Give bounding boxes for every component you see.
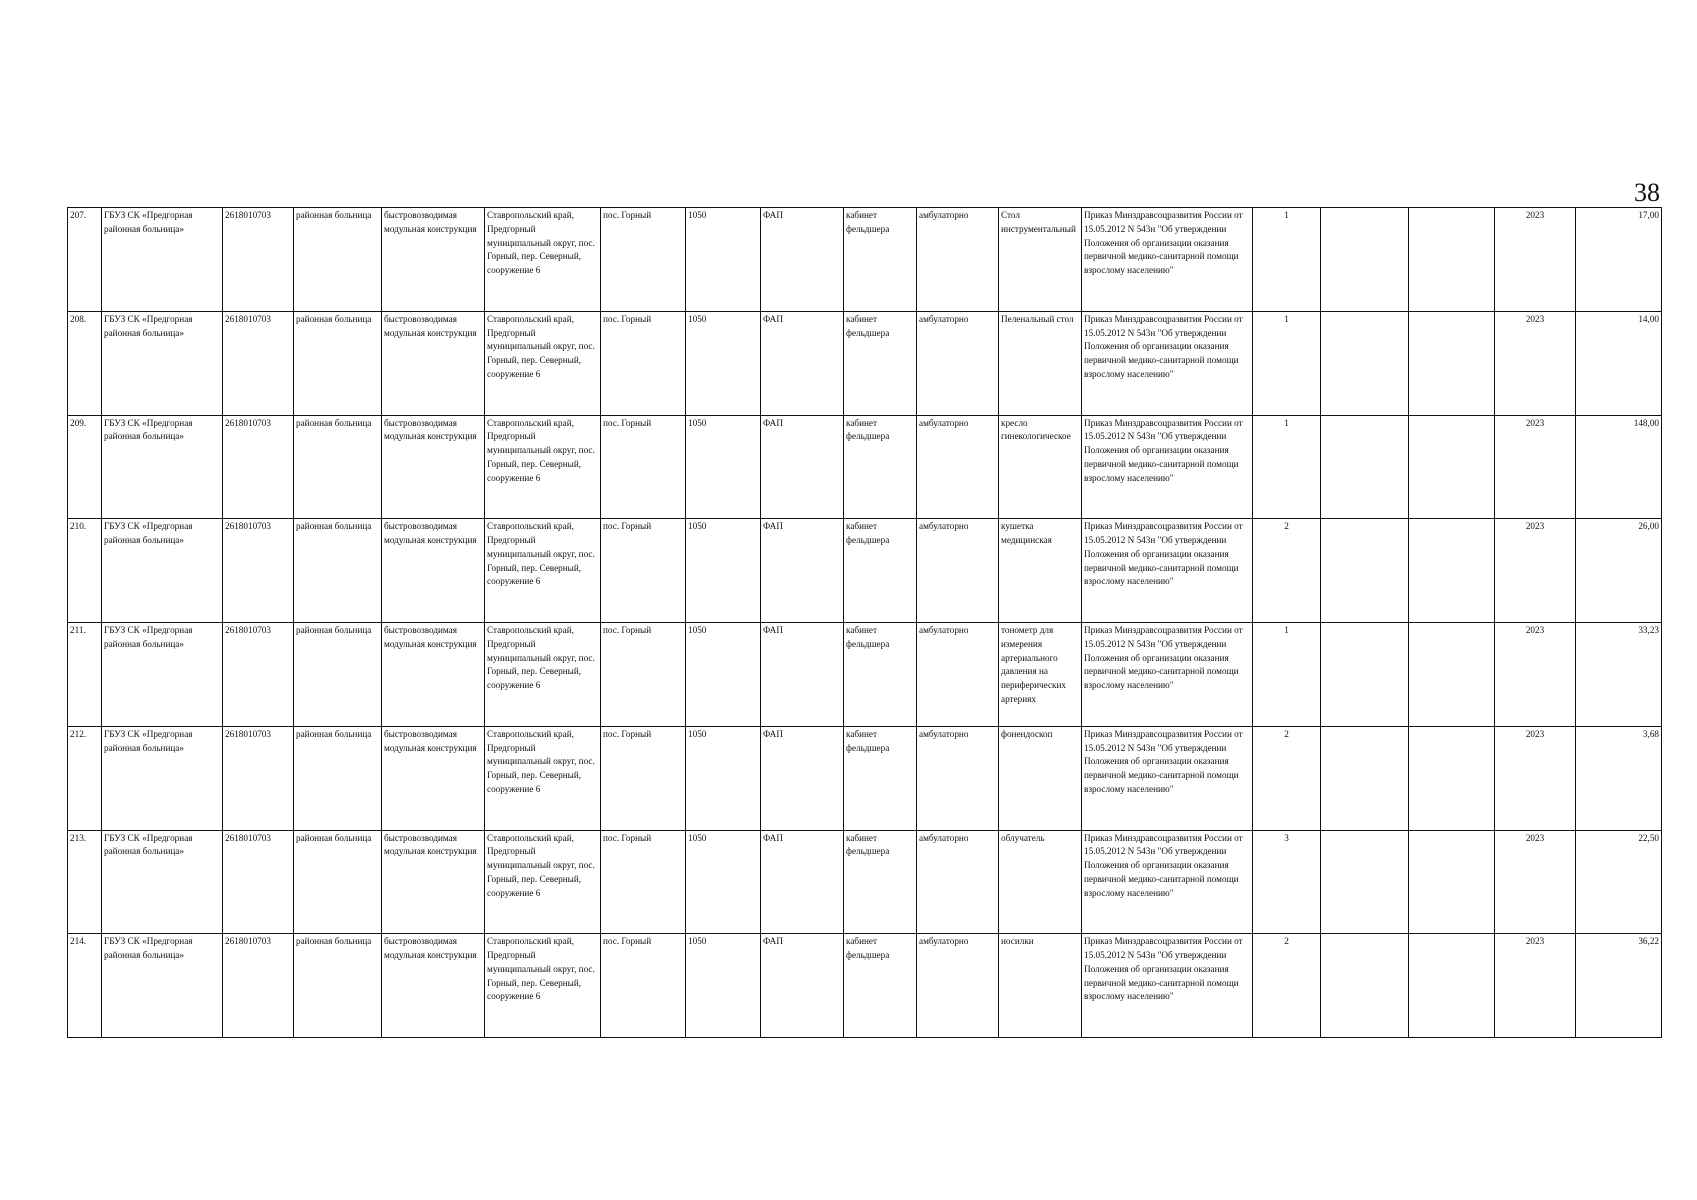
- order-reference-cell: Приказ Минздравсоцразвития России от 15.05.2012 N 543н "Об утверждении Положения об организации оказания первичной медико-санитарной помощи взрослому населению": [1082, 415, 1253, 519]
- equipment-cell: носилки: [999, 934, 1082, 1038]
- cost-cell: 3,68: [1576, 726, 1662, 830]
- cost-cell: 33,23: [1576, 623, 1662, 727]
- settlement-cell: пос. Горный: [601, 830, 686, 934]
- row-number: 210.: [68, 519, 102, 623]
- facility-cell: ФАП: [761, 415, 844, 519]
- empty-cell: [1321, 934, 1409, 1038]
- row-number: 207.: [68, 208, 102, 312]
- institution-type-cell: районная больница: [294, 311, 382, 415]
- table-row: [68, 623, 1662, 727]
- care-mode-cell: амбулаторно: [917, 830, 999, 934]
- population-cell: 1050: [686, 519, 761, 623]
- empty-cell: [1321, 208, 1409, 312]
- institution-type-cell: районная больница: [294, 519, 382, 623]
- equipment-cell: фонендоскоп: [999, 726, 1082, 830]
- care-mode-cell: амбулаторно: [917, 311, 999, 415]
- cost-cell: 14,00: [1576, 311, 1662, 415]
- care-mode-cell: амбулаторно: [917, 623, 999, 727]
- cost-cell: 148,00: [1576, 415, 1662, 519]
- population-cell: 1050: [686, 934, 761, 1038]
- population-cell: 1050: [686, 311, 761, 415]
- population-cell: 1050: [686, 415, 761, 519]
- empty-cell: [1409, 415, 1495, 519]
- row-number: 214.: [68, 934, 102, 1038]
- table-row: [68, 208, 1662, 312]
- equipment-cell: Стол инструментальный: [999, 208, 1082, 312]
- order-reference-cell: Приказ Минздравсоцразвития России от 15.05.2012 N 543н "Об утверждении Положения об организации оказания первичной медико-санитарной помощи взрослому населению": [1082, 519, 1253, 623]
- room-cell: кабинет фельдшера: [844, 519, 917, 623]
- care-mode-cell: амбулаторно: [917, 208, 999, 312]
- room-cell: кабинет фельдшера: [844, 415, 917, 519]
- year-cell: 2023: [1495, 623, 1576, 727]
- year-cell: 2023: [1495, 519, 1576, 623]
- room-cell: кабинет фельдшера: [844, 311, 917, 415]
- organization-cell: ГБУЗ СК «Предгорная районная больница»: [102, 830, 223, 934]
- empty-cell: [1409, 311, 1495, 415]
- table-row: [68, 830, 1662, 934]
- settlement-cell: пос. Горный: [601, 311, 686, 415]
- room-cell: кабинет фельдшера: [844, 726, 917, 830]
- institution-type-cell: районная больница: [294, 623, 382, 727]
- equipment-cell: тонометр для измерения артериального давления на периферических артериях: [999, 623, 1082, 727]
- cost-cell: 36,22: [1576, 934, 1662, 1038]
- quantity-cell: 1: [1253, 208, 1321, 312]
- row-number: 208.: [68, 311, 102, 415]
- facility-cell: ФАП: [761, 519, 844, 623]
- row-number: 213.: [68, 830, 102, 934]
- code-cell: 2618010703: [223, 208, 294, 312]
- row-number: 212.: [68, 726, 102, 830]
- order-reference-cell: Приказ Минздравсоцразвития России от 15.05.2012 N 543н "Об утверждении Положения об организации оказания первичной медико-санитарной помощи взрослому населению": [1082, 311, 1253, 415]
- equipment-table: [67, 207, 1662, 1038]
- organization-cell: ГБУЗ СК «Предгорная районная больница»: [102, 934, 223, 1038]
- quantity-cell: 1: [1253, 623, 1321, 727]
- order-reference-cell: Приказ Минздравсоцразвития России от 15.05.2012 N 543н "Об утверждении Положения об организации оказания первичной медико-санитарной помощи взрослому населению": [1082, 208, 1253, 312]
- facility-cell: ФАП: [761, 934, 844, 1038]
- order-reference-cell: Приказ Минздравсоцразвития России от 15.05.2012 N 543н "Об утверждении Положения об организации оказания первичной медико-санитарной помощи взрослому населению": [1082, 934, 1253, 1038]
- year-cell: 2023: [1495, 934, 1576, 1038]
- quantity-cell: 2: [1253, 726, 1321, 830]
- facility-cell: ФАП: [761, 623, 844, 727]
- address-cell: Ставропольский край, Предгорный муниципальный округ, пос. Горный, пер. Северный, сооружение 6: [485, 208, 601, 312]
- settlement-cell: пос. Горный: [601, 934, 686, 1038]
- table-row: [68, 934, 1662, 1038]
- population-cell: 1050: [686, 623, 761, 727]
- quantity-cell: 1: [1253, 415, 1321, 519]
- equipment-cell: облучатель: [999, 830, 1082, 934]
- address-cell: Ставропольский край, Предгорный муниципальный округ, пос. Горный, пер. Северный, сооружение 6: [485, 415, 601, 519]
- settlement-cell: пос. Горный: [601, 623, 686, 727]
- quantity-cell: 3: [1253, 830, 1321, 934]
- order-reference-cell: Приказ Минздравсоцразвития России от 15.05.2012 N 543н "Об утверждении Положения об организации оказания первичной медико-санитарной помощи взрослому населению": [1082, 623, 1253, 727]
- empty-cell: [1321, 623, 1409, 727]
- empty-cell: [1409, 208, 1495, 312]
- year-cell: 2023: [1495, 415, 1576, 519]
- building-type-cell: быстровозводимая модульная конструкция: [382, 934, 485, 1038]
- care-mode-cell: амбулаторно: [917, 726, 999, 830]
- institution-type-cell: районная больница: [294, 934, 382, 1038]
- empty-cell: [1321, 311, 1409, 415]
- building-type-cell: быстровозводимая модульная конструкция: [382, 519, 485, 623]
- row-number: 209.: [68, 415, 102, 519]
- care-mode-cell: амбулаторно: [917, 934, 999, 1038]
- quantity-cell: 2: [1253, 519, 1321, 623]
- address-cell: Ставропольский край, Предгорный муниципальный округ, пос. Горный, пер. Северный, сооружение 6: [485, 623, 601, 727]
- settlement-cell: пос. Горный: [601, 415, 686, 519]
- page-number: 38: [1634, 178, 1660, 207]
- table-row: [68, 519, 1662, 623]
- address-cell: Ставропольский край, Предгорный муниципальный округ, пос. Горный, пер. Северный, сооружение 6: [485, 519, 601, 623]
- institution-type-cell: районная больница: [294, 726, 382, 830]
- year-cell: 2023: [1495, 311, 1576, 415]
- empty-cell: [1321, 726, 1409, 830]
- room-cell: кабинет фельдшера: [844, 208, 917, 312]
- code-cell: 2618010703: [223, 415, 294, 519]
- building-type-cell: быстровозводимая модульная конструкция: [382, 415, 485, 519]
- code-cell: 2618010703: [223, 311, 294, 415]
- empty-cell: [1409, 934, 1495, 1038]
- year-cell: 2023: [1495, 208, 1576, 312]
- room-cell: кабинет фельдшера: [844, 830, 917, 934]
- code-cell: 2618010703: [223, 623, 294, 727]
- facility-cell: ФАП: [761, 208, 844, 312]
- equipment-cell: Пеленальный стол: [999, 311, 1082, 415]
- institution-type-cell: районная больница: [294, 415, 382, 519]
- empty-cell: [1409, 519, 1495, 623]
- organization-cell: ГБУЗ СК «Предгорная районная больница»: [102, 415, 223, 519]
- address-cell: Ставропольский край, Предгорный муниципальный округ, пос. Горный, пер. Северный, сооружение 6: [485, 934, 601, 1038]
- building-type-cell: быстровозводимая модульная конструкция: [382, 830, 485, 934]
- settlement-cell: пос. Горный: [601, 726, 686, 830]
- care-mode-cell: амбулаторно: [917, 519, 999, 623]
- settlement-cell: пос. Горный: [601, 519, 686, 623]
- code-cell: 2618010703: [223, 519, 294, 623]
- organization-cell: ГБУЗ СК «Предгорная районная больница»: [102, 623, 223, 727]
- table-row: [68, 311, 1662, 415]
- empty-cell: [1321, 519, 1409, 623]
- organization-cell: ГБУЗ СК «Предгорная районная больница»: [102, 311, 223, 415]
- quantity-cell: 2: [1253, 934, 1321, 1038]
- address-cell: Ставропольский край, Предгорный муниципальный округ, пос. Горный, пер. Северный, сооружение 6: [485, 726, 601, 830]
- empty-cell: [1409, 726, 1495, 830]
- institution-type-cell: районная больница: [294, 830, 382, 934]
- organization-cell: ГБУЗ СК «Предгорная районная больница»: [102, 726, 223, 830]
- table-row: [68, 415, 1662, 519]
- population-cell: 1050: [686, 726, 761, 830]
- institution-type-cell: районная больница: [294, 208, 382, 312]
- facility-cell: ФАП: [761, 830, 844, 934]
- organization-cell: ГБУЗ СК «Предгорная районная больница»: [102, 208, 223, 312]
- facility-cell: ФАП: [761, 311, 844, 415]
- order-reference-cell: Приказ Минздравсоцразвития России от 15.05.2012 N 543н "Об утверждении Положения об организации оказания первичной медико-санитарной помощи взрослому населению": [1082, 726, 1253, 830]
- empty-cell: [1321, 830, 1409, 934]
- room-cell: кабинет фельдшера: [844, 623, 917, 727]
- table-row: [68, 726, 1662, 830]
- empty-cell: [1409, 830, 1495, 934]
- cost-cell: 17,00: [1576, 208, 1662, 312]
- quantity-cell: 1: [1253, 311, 1321, 415]
- settlement-cell: пос. Горный: [601, 208, 686, 312]
- building-type-cell: быстровозводимая модульная конструкция: [382, 311, 485, 415]
- empty-cell: [1409, 623, 1495, 727]
- building-type-cell: быстровозводимая модульная конструкция: [382, 208, 485, 312]
- address-cell: Ставропольский край, Предгорный муниципальный округ, пос. Горный, пер. Северный, сооружение 6: [485, 311, 601, 415]
- care-mode-cell: амбулаторно: [917, 415, 999, 519]
- empty-cell: [1321, 415, 1409, 519]
- cost-cell: 22,50: [1576, 830, 1662, 934]
- organization-cell: ГБУЗ СК «Предгорная районная больница»: [102, 519, 223, 623]
- population-cell: 1050: [686, 830, 761, 934]
- year-cell: 2023: [1495, 726, 1576, 830]
- equipment-cell: кресло гинекологическое: [999, 415, 1082, 519]
- order-reference-cell: Приказ Минздравсоцразвития России от 15.05.2012 N 543н "Об утверждении Положения об организации оказания первичной медико-санитарной помощи взрослому населению": [1082, 830, 1253, 934]
- year-cell: 2023: [1495, 830, 1576, 934]
- code-cell: 2618010703: [223, 934, 294, 1038]
- population-cell: 1050: [686, 208, 761, 312]
- code-cell: 2618010703: [223, 726, 294, 830]
- building-type-cell: быстровозводимая модульная конструкция: [382, 726, 485, 830]
- building-type-cell: быстровозводимая модульная конструкция: [382, 623, 485, 727]
- code-cell: 2618010703: [223, 830, 294, 934]
- room-cell: кабинет фельдшера: [844, 934, 917, 1038]
- facility-cell: ФАП: [761, 726, 844, 830]
- cost-cell: 26,00: [1576, 519, 1662, 623]
- address-cell: Ставропольский край, Предгорный муниципальный округ, пос. Горный, пер. Северный, сооружение 6: [485, 830, 601, 934]
- row-number: 211.: [68, 623, 102, 727]
- equipment-cell: кушетка медицинская: [999, 519, 1082, 623]
